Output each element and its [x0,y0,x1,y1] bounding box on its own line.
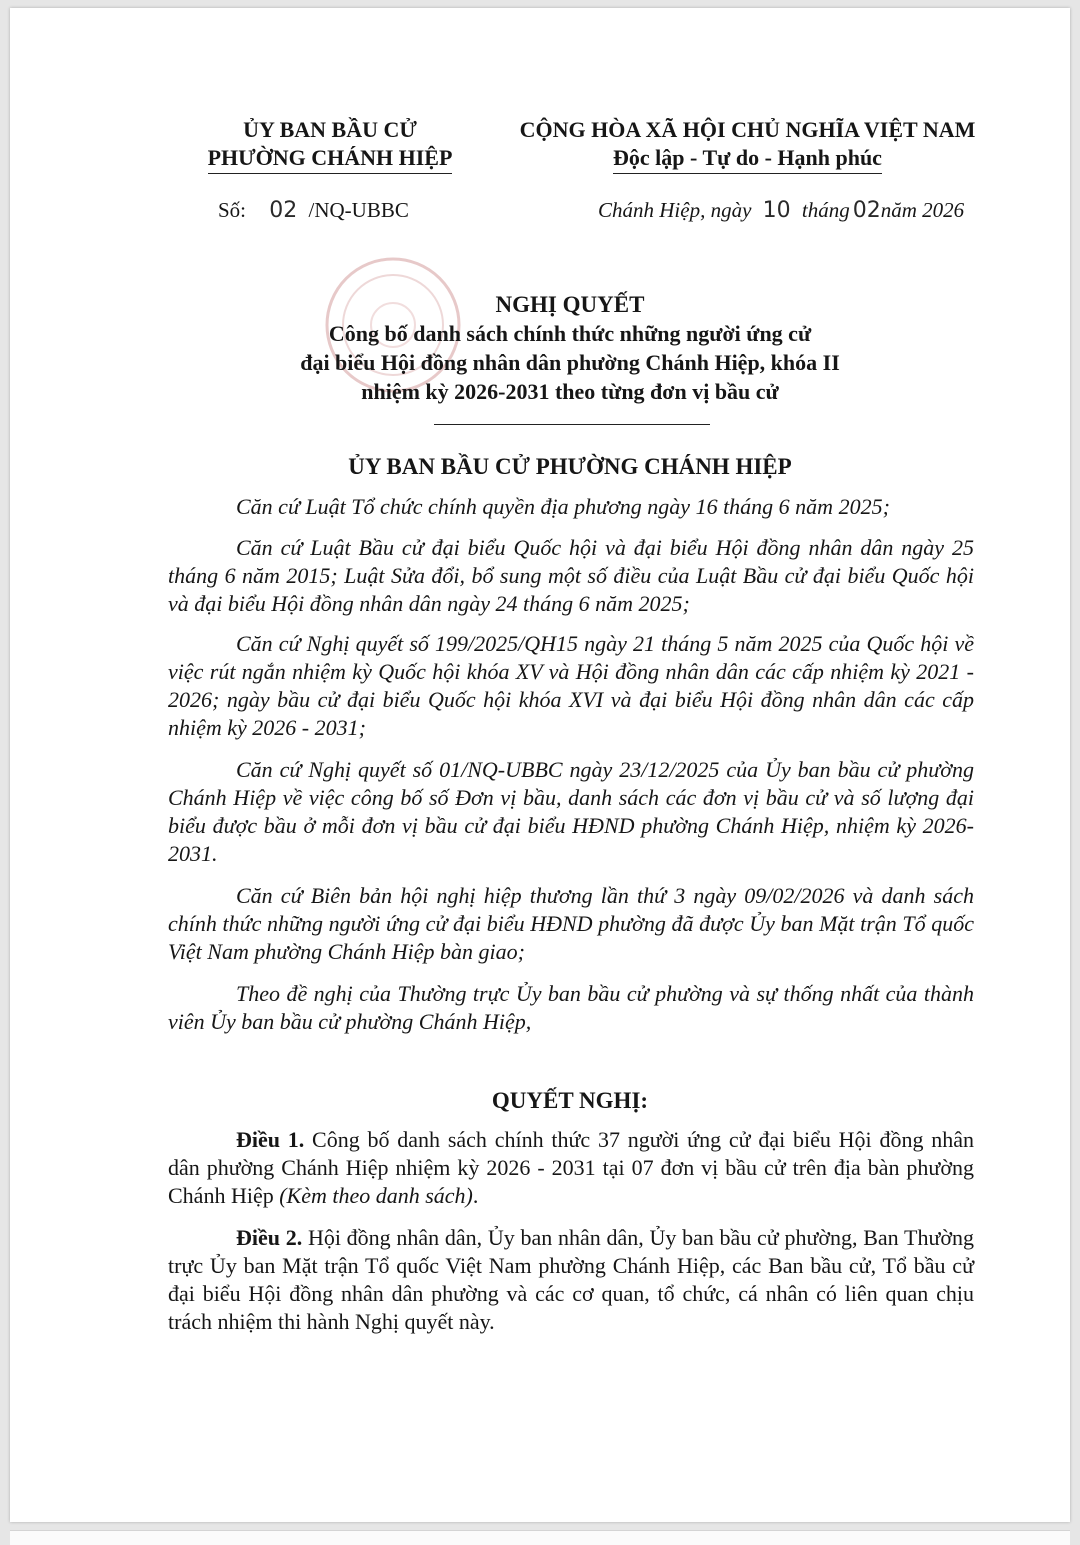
article-1-label: Điều 1. [236,1127,305,1152]
decision-heading: QUYẾT NGHỊ: [491,1088,649,1113]
issuing-authority [170,116,490,174]
resolution-title-block [150,290,990,406]
article-1-end: . [472,1183,479,1208]
legal-basis-5: Căn cứ Biên bản hội nghị hiệp thương lần thứ 3 ngày 09/02/2026 và danh sách chính thức những người ứng cử đại biểu HĐND phường đã được Ủy ban Mặt trận Tổ quốc Việt Nam phường Chánh Hiệp bàn giao; [168,883,974,964]
issuing-authority-line2: PHƯỜNG CHÁNH HIỆP [208,144,453,174]
resolution-subject-line1: Công bố danh sách chính thức những người ứng cử [328,321,812,346]
document-number [218,198,409,223]
legal-basis-6: Theo đề nghị của Thường trực Ủy ban bầu cử phường và sự thống nhất của thành viên Ủy ban bầu cử phường Chánh Hiệp, [168,981,974,1034]
document-number-handwritten: 02 [269,198,298,223]
resolution-title: NGHỊ QUYẾT [495,292,645,317]
date-month-label: tháng [801,198,850,222]
committee-heading: ỦY BAN BẦU CỬ PHƯỜNG CHÁNH HIỆP [348,454,792,479]
document-number-label: Số: [218,198,247,222]
legal-basis-3: Căn cứ Nghị quyết số 199/2025/QH15 ngày 21 tháng 5 năm 2025 của Quốc hội về việc rút ngắn nhiệm kỳ Quốc hội khóa XV và Hội đồng nhân dân các cấp nhiệm kỳ 2021 - 2026; ngày bầu cử đại biểu Quốc hội khóa XVI và đại biểu Hội đồng nhân dân các cấp nhiệm kỳ 2026 - 2031; [168,631,974,740]
document-number-suffix: /NQ-UBBC [308,198,409,222]
legal-basis-2: Căn cứ Luật Bầu cử đại biểu Quốc hội và đại biểu Hội đồng nhân dân ngày 25 tháng 6 năm 2015; Luật Sửa đổi, bổ sung một số điều của Luật Bầu cử đại biểu Quốc hội và đại biểu Hội đồng nhân dân ngày 24 tháng 6 năm 2025; [168,535,974,616]
article-1 [168,1126,974,1210]
legal-basis-1: Căn cứ Luật Tổ chức chính quyền địa phương ngày 16 tháng 6 năm 2025; [236,494,890,519]
national-motto: Độc lập - Tự do - Hạnh phúc [613,144,882,174]
next-page-edge [10,1530,1070,1545]
article-1-note: (Kèm theo danh sách) [279,1183,473,1208]
date-prefix: Chánh Hiệp, ngày [598,198,752,222]
article-2-label: Điều 2. [236,1225,303,1250]
issue-date [598,198,964,223]
date-day-handwritten: 10 [762,198,791,223]
title-divider [434,424,710,425]
date-year: năm 2026 [880,198,965,222]
resolution-subject-line3: nhiệm kỳ 2026-2031 theo từng đơn vị bầu cử [361,379,779,404]
resolution-subject-line2: đại biểu Hội đồng nhân dân phường Chánh Hiệp, khóa II [300,350,840,375]
national-heading [495,116,1000,174]
national-title: CỘNG HÒA XÃ HỘI CHỦ NGHĨA VIỆT NAM [519,117,976,142]
issuing-authority-line1: ỦY BAN BẦU CỬ [243,117,417,142]
article-2-text: Hội đồng nhân dân, Ủy ban nhân dân, Ủy ban bầu cử phường, Ban Thường trực Ủy ban Mặt trận Tổ quốc Việt Nam phường Chánh Hiệp, các Ban bầu cử, Tổ bầu cử đại biểu Hội đồng nhân dân phường và các cơ quan, tổ chức, cá nhân có liên quan chịu trách nhiệm thi hành Nghị quyết này. [168,1225,974,1334]
legal-basis-4: Căn cứ Nghị quyết số 01/NQ-UBBC ngày 23/12/2025 của Ủy ban bầu cử phường Chánh Hiệp về việc công bố số Đơn vị bầu, danh sách các đơn vị bầu cử và số lượng đại biểu được bầu ở mỗi đơn vị bầu cử đại biểu HĐND phường Chánh Hiệp, nhiệm kỳ 2026-2031. [168,757,974,866]
date-month-handwritten: 02 [852,198,881,223]
article-2 [168,1224,974,1336]
article-1-text: Công bố danh sách chính thức 37 người ứng cử đại biểu Hội đồng nhân dân phường Chánh Hiệp nhiệm kỳ 2026 - 2031 tại 07 đơn vị bầu cử trên địa bàn phường Chánh Hiệp [168,1127,974,1208]
